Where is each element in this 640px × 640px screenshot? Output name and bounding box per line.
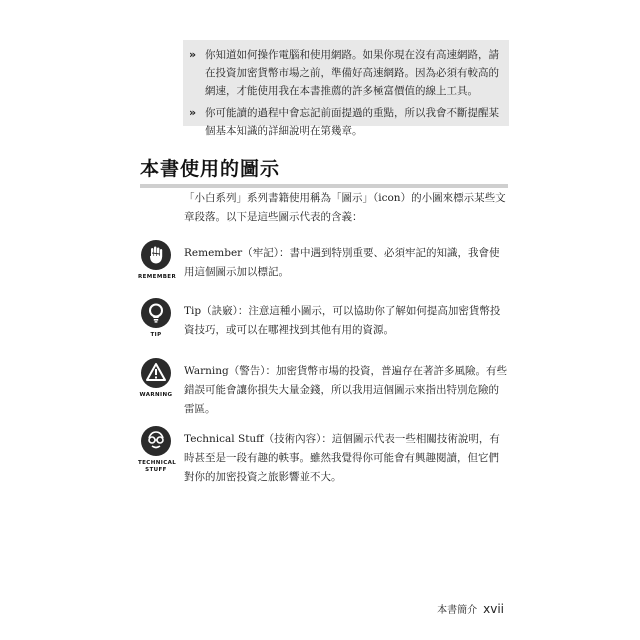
bullet-item [189, 46, 499, 100]
icon-column [138, 358, 174, 399]
lightbulb-icon [141, 298, 171, 328]
bullet-box [183, 40, 509, 137]
icon-label: WARNING [139, 392, 173, 398]
footer-section-name: 本書簡介 [437, 605, 478, 616]
bullet-marker: » [189, 106, 197, 119]
icon-column [138, 240, 177, 281]
section-heading [140, 156, 508, 188]
warning-icon [141, 358, 171, 388]
icon-column [138, 426, 177, 474]
section-divider [140, 184, 508, 188]
icon-description: Tip（訣竅）：注意這種小圖示，可以協助你了解如何提高加密貨幣投資技巧，或可以在哪裡找到其他有用的資源。 [184, 305, 501, 336]
bullet-text: 你知道如何操作電腦和使用網路。如果你現在沒有高速網路，請在投資加密貨幣市場之前，準備好高速網路。因為必須有較高的網速，才能使用我在本書推薦的許多極富價值的線上工具。 [205, 49, 499, 97]
icon-label: REMEMBER [138, 274, 177, 280]
icon-label: TECHNICAL STUFF [138, 460, 177, 473]
technical-stuff-icon [141, 426, 171, 456]
remember-icon [141, 240, 171, 270]
section-title: 本書使用的圖示 [140, 158, 281, 180]
bullet-item [189, 104, 499, 140]
bullet-marker: » [189, 48, 197, 61]
icon-description: Warning（警告）：加密貨幣市場的投資，普遍存在著許多風險。有些錯誤可能會讓你損失大量金錢，所以我用這個圖示來指出特別危險的雷區。 [184, 365, 508, 415]
bullet-text: 你可能讀的過程中會忘記前面提過的重點，所以我會不斷提醒某個基本知識的詳細說明在第幾章。 [205, 107, 499, 137]
page-footer [437, 601, 504, 616]
icon-description: Remember（牢記）：書中遇到特別重要、必須牢記的知識，我會使用這個圖示加以標記。 [184, 247, 500, 278]
icon-label: TIP [150, 332, 162, 338]
icon-description: Technical Stuff（技術內容）：這個圖示代表一些相關技術說明，有時甚至是一段有趣的軼事。雖然我覺得你可能會有興趣閱讀，但它們對你的加密投資之旅影響並不大。 [184, 433, 500, 483]
icon-column [138, 298, 174, 339]
intro-paragraph: 「小白系列」系列書籍使用稱為「圖示」（icon）的小圖來標示某些文章段落。以下是這些圖示代表的含義： [184, 192, 506, 223]
page-number: xvii [483, 602, 504, 616]
